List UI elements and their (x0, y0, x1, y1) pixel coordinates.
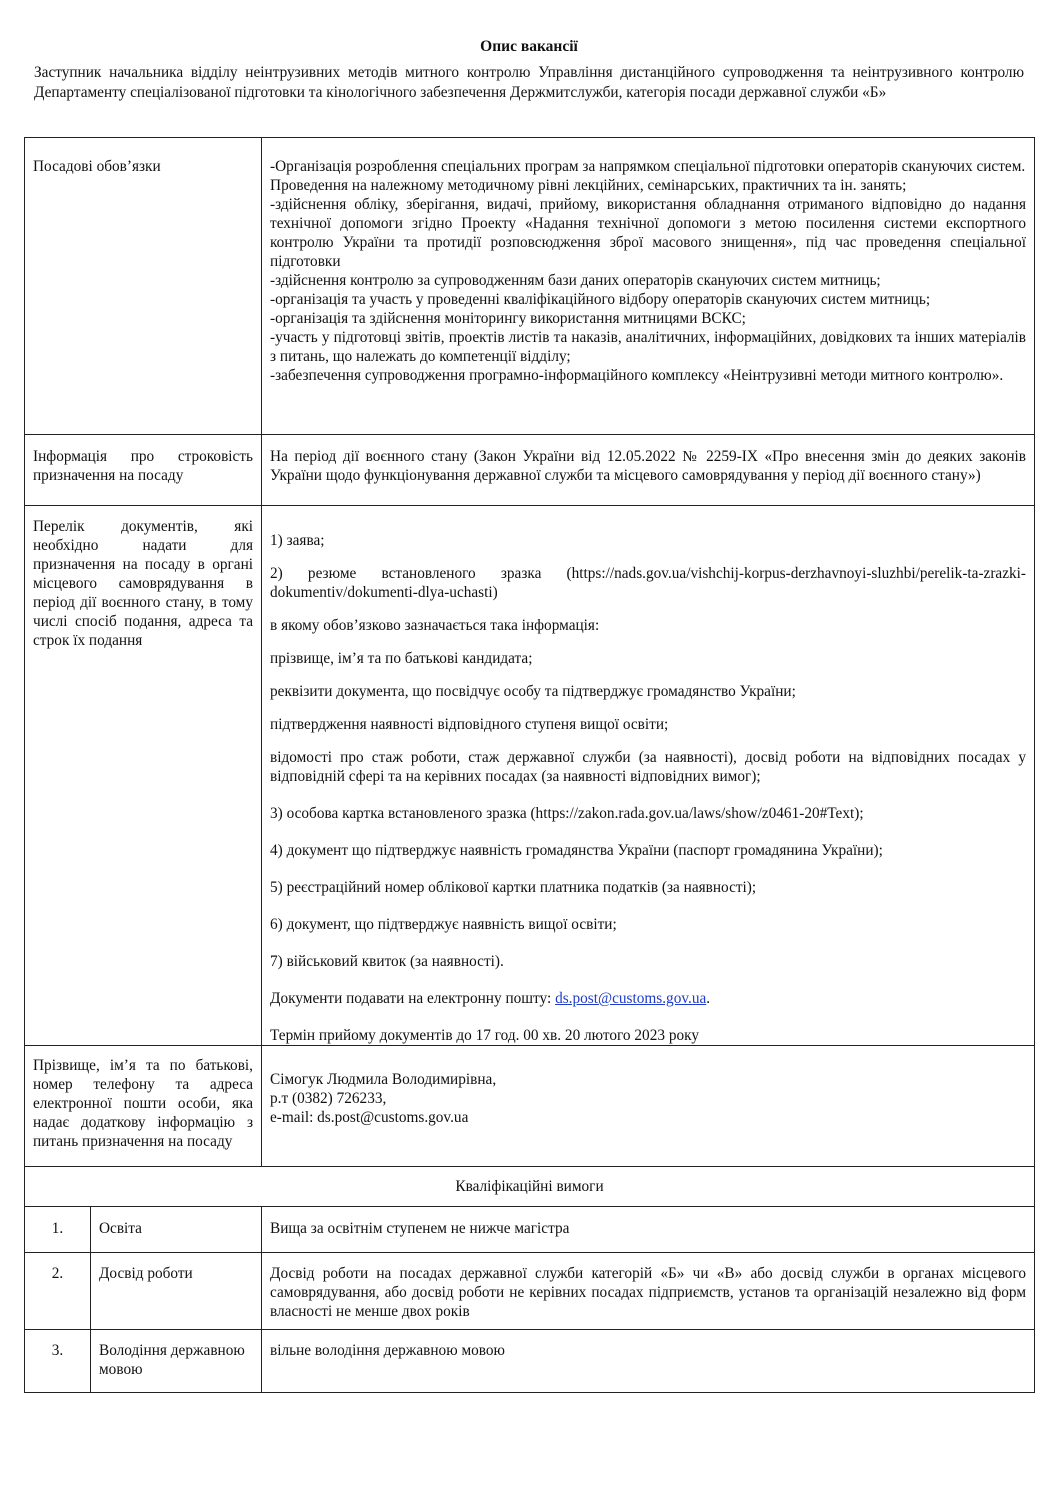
qualification-value: Досвід роботи на посадах державної служби категорій «Б» чи «В» або досвід служби в органах місцевого самоврядування, або досвід роботи не керівних посадах підприємств, установ та організацій незалежно від форм власності не менше двох років (262, 1253, 1035, 1330)
qualifications-heading-row (25, 1167, 1035, 1207)
documents-row (25, 506, 1035, 1046)
document-item: в якому обов’язково зазначається така інформація: (270, 617, 600, 634)
contact-label: Прізвище, ім’я та по батькові, номер телефону та адреса електронної пошти особи, яка надає додаткову інформацію з питань призначення на посаду (25, 1046, 262, 1167)
duty-item: Проведення на належному методичному рівні лекційних, семінарських, практичних та ін. занять; (270, 177, 907, 194)
duty-item: -здійснення обліку, зберігання, видачі, прийому, використання обладнання отриманого відповідно до надання технічної допомоги згідно Проекту «Надання технічної допомоги з метою посилення системи експортного контролю України та протидії розповсюдження зброї масового знищення», під час проведення спеціальної підготовки (270, 196, 1027, 270)
duty-item: -здійснення контролю за супроводженням бази даних операторів скануючих систем митниць; (270, 272, 881, 289)
document-item: прізвище, ім’я та по батькові кандидата; (270, 650, 533, 667)
qualification-number: 3. (25, 1330, 91, 1393)
document-item: 6) документ, що підтверджує наявність вищої освіти; (270, 916, 617, 933)
duty-item: -участь у підготовці звітів, проектів листів та наказів, аналітичних, інформаційних, довідкових та інших матеріалів з питань, що належать до компетенції відділу; (270, 329, 1027, 365)
submit-info (270, 989, 1026, 1008)
documents-label: Перелік документів, які необхідно надати для призначення на посаду в органі місцевого самоврядування в період дії воєнного стану, в тому числі спосіб подання, адреса та строк їх подання (25, 506, 262, 1046)
term-row (25, 435, 1035, 506)
duty-item: -організація та здійснення моніторингу використання митницями ВСКС; (270, 310, 746, 327)
submit-prefix: Документи подавати на електронну пошту: (270, 990, 556, 1007)
document-item: 2) резюме встановленого зразка (https://nads.gov.ua/vishchij-korpus-derzhavnoyi-sluzhbi/perelik-ta-zrazki-dokumentiv/dokumenti-dlya-uchasti) (270, 565, 1027, 601)
vacancy-table (24, 137, 1035, 1393)
qualification-row (25, 1253, 1035, 1330)
duty-item: -організація та участь у проведенні кваліфікаційного відбору операторів скануючих систем митниць; (270, 291, 931, 308)
contact-name: Сімогук Людмила Володимирівна, (270, 1071, 497, 1088)
vacancy-subtitle: Заступник начальника відділу неінтрузивних методів митного контролю Управління дистанційного супроводження та неінтрузивного контролю Департаменту спеціалізованої підготовки та кінологічного забезпечення Держмитслужби, категорія посади державної служби «Б» (34, 64, 1024, 101)
document-item: відомості про стаж роботи, стаж державної служби (за наявності), досвід роботи на відповідних посадах у відповідній сфері та на керівних посадах (за наявності відповідних вимог); (270, 749, 1027, 785)
document-item: підтвердження наявності відповідного ступеня вищої освіти; (270, 716, 669, 733)
qualification-name: Освіта (91, 1207, 262, 1253)
deadline-text: Термін прийому документів до 17 год. 00 хв. 20 лютого 2023 року (270, 1027, 699, 1044)
qualification-name: Володіння державною мовою (91, 1330, 262, 1393)
document-item: 3) особова картка встановленого зразка (https://zakon.rada.gov.ua/laws/show/z0461-20#Text); (270, 805, 864, 822)
document-item: 5) реєстраційний номер облікової картки платника податків (за наявності); (270, 879, 757, 896)
qualifications-heading: Кваліфікаційні вимоги (25, 1167, 1035, 1207)
submit-email-link[interactable]: ds.post@customs.gov.ua (555, 990, 707, 1007)
duties-label: Посадові обов’язки (25, 138, 262, 435)
duties-list (262, 138, 1035, 435)
page-title: Опис вакансії (480, 38, 578, 55)
qualification-number: 2. (25, 1253, 91, 1330)
document-item: 4) документ що підтверджує наявність громадянства України (паспорт громадянина України); (270, 842, 883, 859)
documents-list (262, 506, 1035, 1046)
term-label: Інформація про строковість призначення на посаду (25, 435, 262, 506)
submit-suffix: . (706, 990, 711, 1007)
qualification-value: Вища за освітнім ступенем не нижче магістра (262, 1207, 1035, 1253)
document-item: реквізити документа, що посвідчує особу та підтверджує громадянство України; (270, 683, 796, 700)
qualification-row (25, 1207, 1035, 1253)
qualification-name: Досвід роботи (91, 1253, 262, 1330)
contact-email: e-mail: ds.post@customs.gov.ua (270, 1109, 469, 1126)
qualification-row (25, 1330, 1035, 1393)
duty-item: -Організація розроблення спеціальних програм за напрямком спеціальної підготовки операторів скануючих систем. (270, 158, 1026, 175)
contact-info (262, 1046, 1035, 1167)
qualification-number: 1. (25, 1207, 91, 1253)
document-item: 7) військовий квиток (за наявності). (270, 953, 504, 970)
contact-phone: р.т (0382) 726233, (270, 1090, 387, 1107)
duty-item: -забезпечення супроводження програмно-інформаційного комплексу «Неінтрузивні методи митного контролю». (270, 367, 1004, 384)
contact-row (25, 1046, 1035, 1167)
duties-row (25, 138, 1035, 435)
term-value: На період дії воєнного стану (Закон України від 12.05.2022 № 2259-IX «Про внесення змін до деяких законів України щодо функціонування державної служби та місцевого самоврядування у період дії воєнного стану») (262, 435, 1035, 506)
document-item: 1) заява; (270, 532, 325, 549)
qualification-value: вільне володіння державною мовою (262, 1330, 1035, 1393)
